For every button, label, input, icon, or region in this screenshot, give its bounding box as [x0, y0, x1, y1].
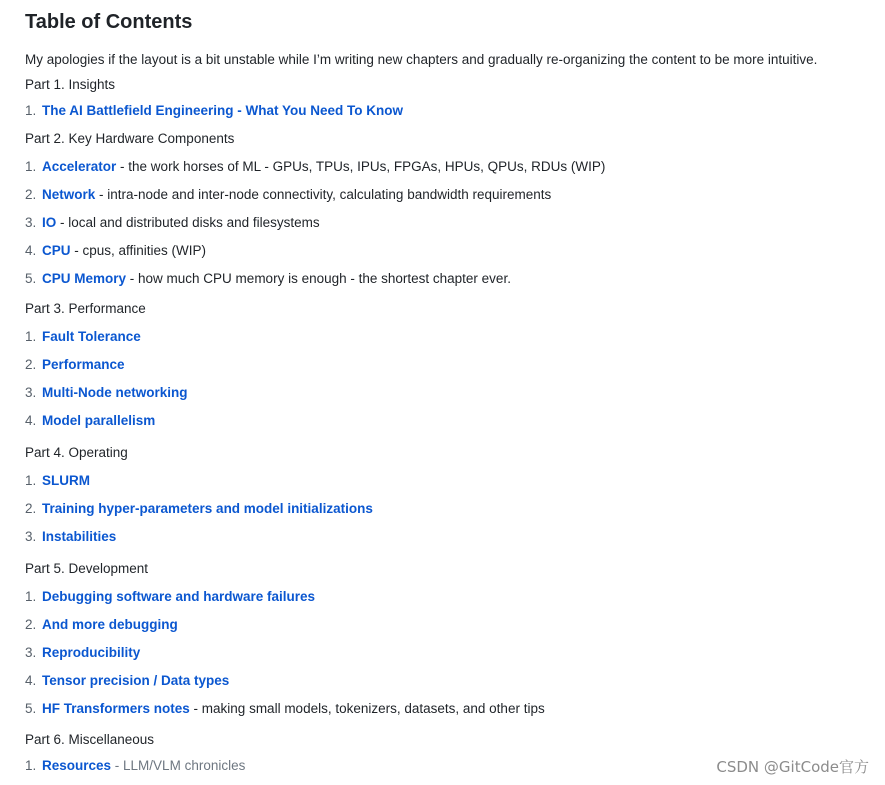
- list-item: [25, 356, 875, 374]
- toc-link-training-hyper-parameters[interactable]: Training hyper-parameters and model initializations: [42, 501, 373, 516]
- item-number: 2.: [25, 357, 37, 372]
- item-number: 3.: [25, 645, 37, 660]
- list-item: [25, 644, 875, 662]
- toc-link-reproducibility[interactable]: Reproducibility: [42, 645, 141, 660]
- part-3-heading: Part 3. Performance: [25, 301, 146, 316]
- toc-link-slurm[interactable]: SLURM: [42, 473, 90, 488]
- list-item: [25, 270, 875, 288]
- toc-link-tensor-precision[interactable]: Tensor precision / Data types: [42, 673, 230, 688]
- part-1-heading: Part 1. Insights: [25, 77, 116, 92]
- list-item: [25, 412, 875, 430]
- item-number: 2.: [25, 187, 37, 202]
- item-description: - the work horses of ML - GPUs, TPUs, IPUs, FPGAs, HPUs, QPUs, RDUs (WIP): [116, 159, 606, 174]
- intro-text: My apologies if the layout is a bit unstable while I’m writing new chapters and gradually re-organizing the content to be more intuitive.: [25, 52, 818, 67]
- item-number: 3.: [25, 529, 37, 544]
- item-number: 1.: [25, 103, 37, 118]
- list-item: [25, 472, 875, 490]
- list-item: [25, 242, 875, 260]
- page-title: Table of Contents: [25, 11, 193, 33]
- list-item: [25, 616, 875, 634]
- toc-link-hf-transformers-notes[interactable]: HF Transformers notes: [42, 701, 190, 716]
- toc-link-ai-battlefield[interactable]: The AI Battlefield Engineering - What You Need To Know: [42, 103, 404, 118]
- part-4-heading: Part 4. Operating: [25, 445, 128, 460]
- part-1-list: [25, 102, 875, 120]
- list-item: [25, 528, 875, 546]
- list-item: [25, 214, 875, 232]
- part-5-heading: Part 5. Development: [25, 561, 149, 576]
- item-description: - cpus, affinities (WIP): [70, 243, 207, 258]
- item-number: 1.: [25, 329, 37, 344]
- part-5-list: [25, 588, 875, 718]
- list-item: [25, 328, 875, 346]
- csdn-watermark: CSDN @GitCode官方: [716, 758, 869, 776]
- item-description: - local and distributed disks and filesystems: [56, 215, 320, 230]
- item-number: 4.: [25, 673, 37, 688]
- item-number: 3.: [25, 385, 37, 400]
- toc-link-performance[interactable]: Performance: [42, 357, 125, 372]
- toc-link-network[interactable]: Network: [42, 187, 96, 202]
- list-item: [25, 500, 875, 518]
- list-item: [25, 700, 875, 718]
- item-number: 1.: [25, 159, 37, 174]
- toc-link-multi-node-networking[interactable]: Multi-Node networking: [42, 385, 188, 400]
- list-item: [25, 588, 875, 606]
- toc-link-resources[interactable]: Resources: [42, 758, 112, 773]
- item-description: - making small models, tokenizers, datasets, and other tips: [189, 701, 545, 716]
- item-number: 1.: [25, 473, 37, 488]
- toc-link-instabilities[interactable]: Instabilities: [42, 529, 117, 544]
- list-item: [25, 186, 875, 204]
- toc-page: [25, 0, 875, 775]
- part-3-list: [25, 328, 875, 430]
- list-item: [25, 672, 875, 690]
- item-description: - LLM/VLM chronicles: [111, 758, 246, 773]
- part-2-heading: Part 2. Key Hardware Components: [25, 131, 235, 146]
- toc-link-cpu-memory[interactable]: CPU Memory: [42, 271, 127, 286]
- item-number: 5.: [25, 701, 37, 716]
- part-6-heading: Part 6. Miscellaneous: [25, 732, 155, 747]
- toc-link-debugging[interactable]: Debugging software and hardware failures: [42, 589, 316, 604]
- item-number: 1.: [25, 589, 37, 604]
- toc-link-more-debugging[interactable]: And more debugging: [42, 617, 178, 632]
- toc-link-io[interactable]: IO: [42, 215, 57, 230]
- list-item: [25, 384, 875, 402]
- part-4-list: [25, 472, 875, 546]
- item-number: 1.: [25, 758, 37, 773]
- item-description: - how much CPU memory is enough - the shortest chapter ever.: [126, 271, 511, 286]
- toc-link-fault-tolerance[interactable]: Fault Tolerance: [42, 329, 141, 344]
- item-description: - intra-node and inter-node connectivity, calculating bandwidth requirements: [95, 187, 552, 202]
- list-item: [25, 158, 875, 176]
- item-number: 5.: [25, 271, 37, 286]
- item-number: 4.: [25, 413, 37, 428]
- toc-link-model-parallelism[interactable]: Model parallelism: [42, 413, 156, 428]
- part-2-list: [25, 158, 875, 288]
- toc-link-accelerator[interactable]: Accelerator: [42, 159, 117, 174]
- item-number: 2.: [25, 501, 37, 516]
- list-item: [25, 102, 875, 120]
- toc-link-cpu[interactable]: CPU: [42, 243, 71, 258]
- item-number: 4.: [25, 243, 37, 258]
- item-number: 3.: [25, 215, 37, 230]
- item-number: 2.: [25, 617, 37, 632]
